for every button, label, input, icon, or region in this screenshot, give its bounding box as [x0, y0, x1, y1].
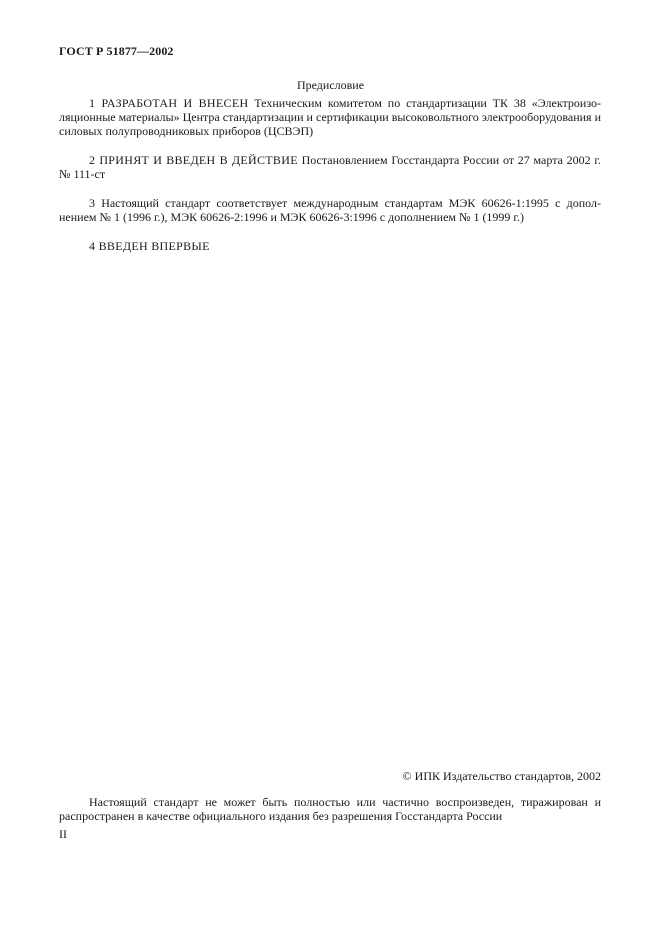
preface-item-4-lead: 4 ВВЕДЕН ВПЕРВЫЕ [89, 239, 210, 253]
copyright-line: © ИПК Издательство стандартов, 2002 [402, 769, 601, 783]
preface-item-1-text: Техническим комитетом по стандартизации ТК 38 «Электроизоляционные материалы» Центра стандартизации и сертификации высоковольтного электрооборудования и силовых полупроводниковых приборов (ЦСВЭП) [59, 96, 601, 138]
preface-item-2 [59, 153, 601, 181]
preface-title: Предисловие [296, 78, 365, 92]
preface-item-4 [59, 239, 601, 253]
preface-item-2-lead: 2 ПРИНЯТ И ВВЕДЕН В ДЕЙСТВИЕ [89, 153, 298, 167]
reproduction-notice: Настоящий стандарт не может быть полностью или частично воспроизведен, тиражирован и распространен в качестве официального издания без разрешения Госстандарта России [59, 795, 601, 823]
document-header: ГОСТ Р 51877—2002 [59, 44, 174, 58]
preface-item-3-text: 3 Настоящий стандарт соответствует международным стандартам МЭК 60626-1:1995 с дополнением № 1 (1996 г.), МЭК 60626-2:1996 и МЭК 60626-3:1996 с дополнением № 1 (1999 г.) [59, 196, 601, 224]
preface-item-1-lead: 1 РАЗРАБОТАН И ВНЕСЕН [89, 96, 249, 110]
preface-body [59, 96, 601, 268]
preface-item-1 [59, 96, 601, 138]
preface-item-2-text: Постановлением Госстандарта России от 27 марта 2002 г. № 111-ст [59, 153, 601, 181]
page-number: II [59, 827, 67, 841]
preface-item-3 [59, 196, 601, 224]
